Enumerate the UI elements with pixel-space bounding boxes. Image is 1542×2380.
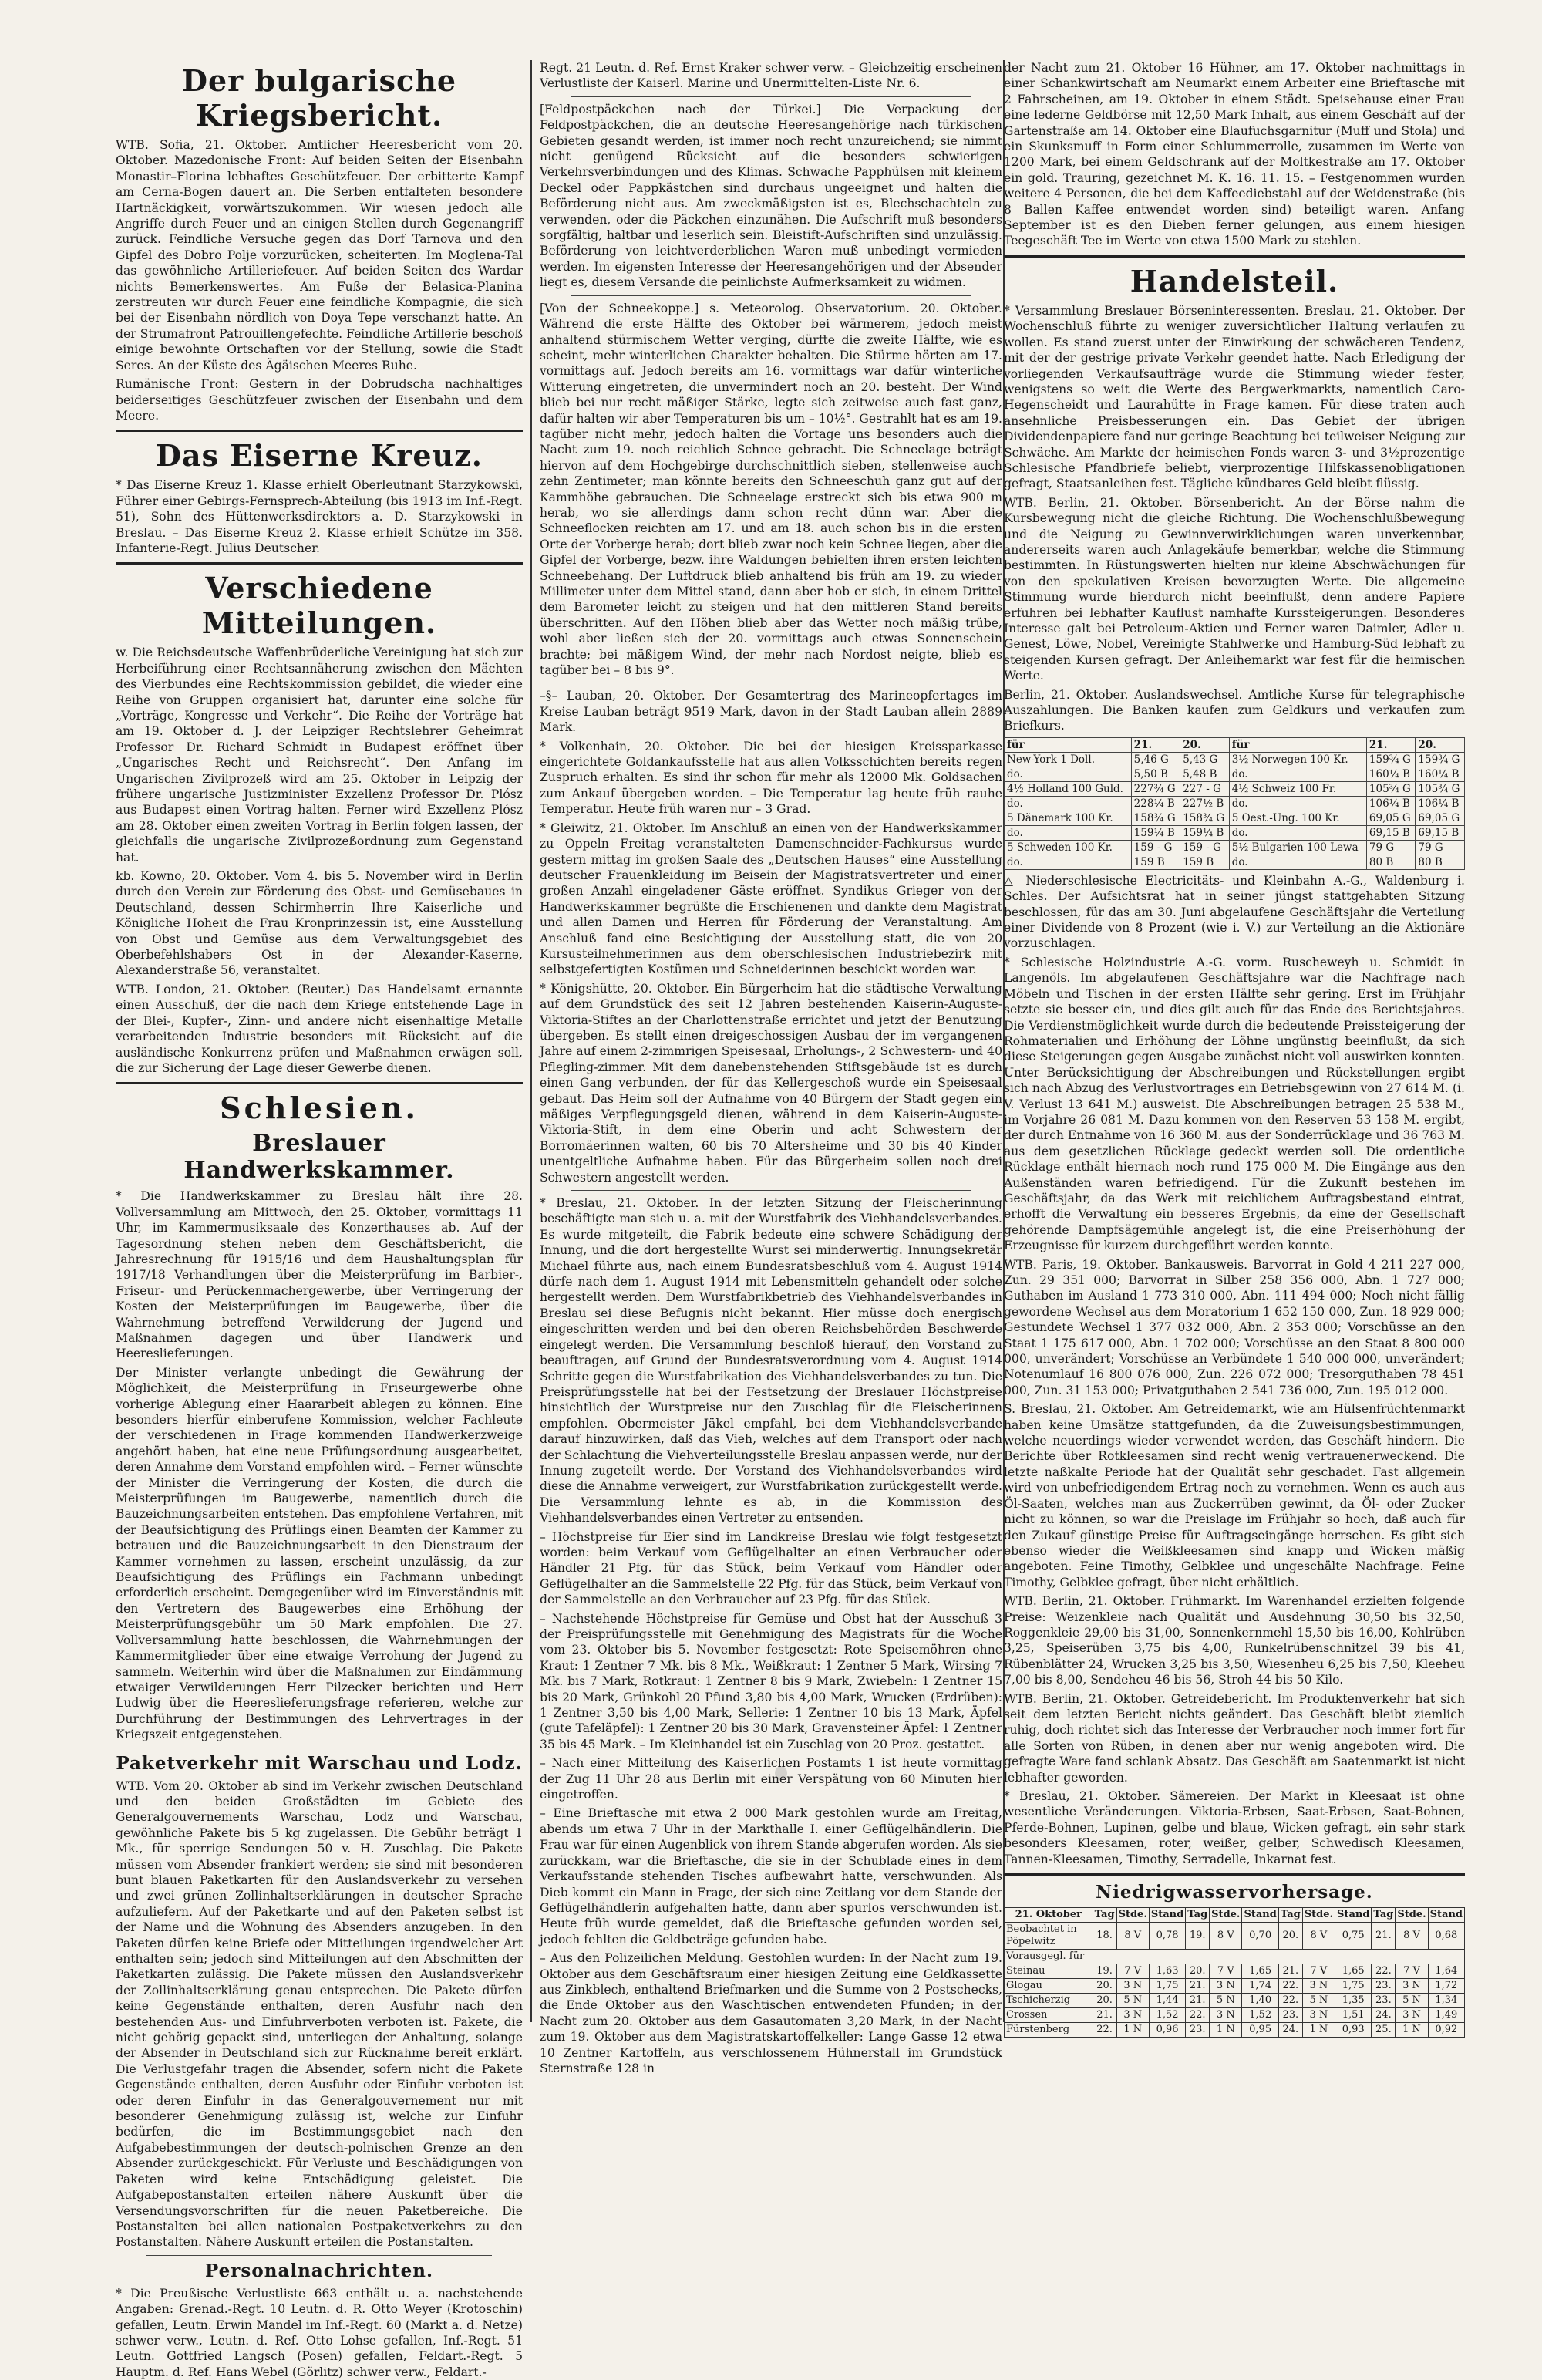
table-cell: 5,46 G xyxy=(1131,752,1180,767)
article-paragraph: – Aus den Polizeilichen Meldung. Gestohlen wurden: In der Nacht zum 19. Oktober aus dem Geschäftsraum einer hiesigen Zeitung eine Geldkassette aus Zinkblech, enthaltend Briefmarken und die Summe von 2 Postschecks, die Ende Oktober aus den Waschtischen entwendeten Pfunden; in der Nacht zum 20. Oktober aus dem Gasautomaten 3,20 Mark, in der Nacht zum 19. Oktober aus dem Magistratskartoffelkeller: Lange Gasse 12 etwa 10 Zentner Kartoffeln, aus verschlossenem Hühnerstall im Grundstück Sternstraße 128 in xyxy=(540,1951,1002,2075)
table-cell: 22. xyxy=(1278,1994,1302,2008)
article-paragraph: – Nach einer Mitteilung des Kaiserlichen Postamts 1 ist heute vormittag der Zug 11 Uhr 28 aus Berlin mit einer Verspätung von 60 Minuten hier eingetroffen. xyxy=(540,1756,1002,1802)
table-cell: 159 - G xyxy=(1131,840,1180,855)
table-row xyxy=(1005,1923,1465,1950)
table-header-cell: Tag xyxy=(1093,1908,1116,1923)
table-cell: Beobachtet in Pöpelwitz xyxy=(1005,1923,1093,1950)
table-row xyxy=(1005,2008,1465,2023)
table-cell: 22. xyxy=(1372,1964,1396,1979)
table-header-cell: 21. xyxy=(1366,737,1416,752)
table-cell: 1,44 xyxy=(1149,1994,1185,2008)
article-paragraph: WTB. Berlin, 21. Oktober. Frühmarkt. Im Warenhandel erzielten folgende Preise: Weizenkleie nach Qualität und Ausdehnung 30,50 bis 32,50, Roggenkleie 29,00 bis 31,00, Sonnenkernmehl 15,50 bis 16,00, Kohlrüben 3,25, Speiserüben 3,75 bis 4,00, Runkelrübenschnitzel 39 bis 41, Rübenblätter 24, Wrucken 3,25 bis 3,50, Wiesenheu 6,25 bis 7,50, Kleeheu 7,00 bis 8,00, Sendeheu 46 bis 56, Stroh 44 bis 50 Kilo. xyxy=(1004,1594,1465,1687)
table-cell: 1,64 xyxy=(1428,1964,1464,1979)
table-cell: 5 N xyxy=(1302,1994,1335,2008)
table-header-row xyxy=(1005,737,1465,752)
table-cell: 5 N xyxy=(1210,1994,1242,2008)
table-header-cell: Stand xyxy=(1149,1908,1185,1923)
table-cell: 79 G xyxy=(1416,840,1465,855)
article-paragraph: * Breslau, 21. Oktober. In der letzten Sitzung der Fleischerinnung beschäftigte man sich u. a. mit der Wurstfabrik des Viehhandelsverbandes. Es wurde mitgeteilt, die Fabrik bedeute eine schwere Schädigung der Innung, und die dort hergestellte Wurst sei minderwertig. Innungsekretär Michael führte aus, nach einem Bundesratsbeschluß vom 4. August 1914 dürfe nach dem 1. August 1914 mit Lebensmitteln gehandelt oder solche hergestellt werden. Dem Wurstfabrikbetrieb des Viehhandelsverbandes in Breslau sei diese Befugnis nicht bekannt. Hier müsse doch energisch eingeschritten werden und bei den oberen Reichsbehörden Beschwerde eingelegt werden. Die Versammlung beschloß hierauf, den Vorstand zu beauftragen, auf Grund der Bundesratsverordnung vom 4. August 1914 Schritte gegen die Wurstfabrikation des Viehhandelsverbandes zu tun. Die Preisprüfungsstelle hat bei der Festsetzung der Breslauer Höchstpreise hinsichtlich der Wurstpreise nur den Zuschlag für die Fleischerinnen empfohlen. Obermeister Jäkel empfahl, bei dem Viehhandelsverbande darauf hinzuwirken, daß das Vieh, welches auf dem Transport oder nach der Schlachtung die Viehverteilungsstelle Breslau anpassen werde, nur der Innung zugeteilt werde. Der Vorstand des Viehhandelsverbandes wird diese die Annahme verweigert, zur Wurstfabrikation zurückgestellt werde. Die Versammlung lehnte es ab, in die Kommission des Viehhandelsverbandes einen Vertreter zu entsenden. xyxy=(540,1196,1002,1525)
table-cell: 1,75 xyxy=(1335,1979,1372,1994)
article-paragraph: Regt. 21 Leutn. d. Ref. Ernst Kraker schwer verw. – Gleichzeitig erscheinen Verlustliste der Kaiserl. Marine und Unermittelten-Liste Nr. 6. xyxy=(540,61,1002,91)
article-paragraph: der Nacht zum 21. Oktober 16 Hühner, am 17. Oktober nachmittags in einer Schankwirtschaft am Neumarkt einem Arbeiter eine Brieftasche mit 2 Fahrscheinen, am 19. Oktober in einem Städt. Speisehause einer Frau eine lederne Geldbörse mit 12,50 Mark Inhalt, aus einem Geschäft auf der Gartenstraße am 14. Oktober eine Blaufuchsgarnitur (Muff und Stola) und ein Skunksmuff in Form einer Schlummerrolle, zusammen im Werte von 1200 Mark, bei einem Geldschrank auf der Moltkestraße am 17. Oktober ein gold. Trauring, gezeichnet M. K. 16. 11. 15. – Festgenommen wurden weitere 4 Personen, die bei dem Kaffeediebstahl auf der Weidenstraße (bis 8 Ballen Kaffee entwendet worden sind) beteiligt waren. Anfang September ist es den Dieben ferner gelungen, aus einem hiesigen Teegeschäft Tee im Werte von etwa 1500 Mark zu stehlen. xyxy=(1004,61,1465,248)
table-cell: 69,15 B xyxy=(1366,825,1416,840)
table-header-cell: Stand xyxy=(1428,1908,1464,1923)
table-cell: 1,34 xyxy=(1428,1994,1464,2008)
table-cell: 1,52 xyxy=(1149,2008,1185,2023)
table-cell: Crossen xyxy=(1005,2008,1093,2023)
table-cell: 159 B xyxy=(1131,855,1180,869)
table-row xyxy=(1005,1979,1465,1994)
table-cell: 0,96 xyxy=(1149,2023,1185,2038)
table-cell: do. xyxy=(1005,767,1132,781)
article-paragraph: * Gleiwitz, 21. Oktober. Im Anschluß an einen von der Handwerkskammer zu Oppeln Freitag veranstalteten Damenschneider-Fachkursus wurde gestern mittag im großen Saale des „Deutschen Hauses“ eine Ausstellung deutscher Frauenkleidung im Beisein der Magistratsvertreter und einer großen Anzahl eingeladener Gäste eröffnet. Syndikus Grieger von der Handwerkskammer begrüßte die Erschienenen und dankte dem Magistrat und allen Damen und Herren für Förderung der Veranstaltung. Am Anschluß fand eine Besichtigung der Ausstellung statt, die von 20 Kursusteilnehmerinnen aus dem oberschlesischen Industriebezirk mit selbstgefertigten Kostümen und Schneiderinnen beschickt worden war. xyxy=(540,821,1002,977)
article-paragraph: * Das Eiserne Kreuz 1. Klasse erhielt Oberleutnant Starzykowski, Führer einer Gebirgs-Fernsprech-Abteilung (bis 1913 im Inf.-Regt. 51), Sohn des Hüttenwerksdirektors a. D. Starzykowski in Breslau. – Das Eiserne Kreuz 2. Klasse erhielt Schütze im 358. Infanterie-Regt. Julius Deutscher. xyxy=(116,478,523,555)
table-cell: 1,40 xyxy=(1242,1994,1278,2008)
table-cell: 24. xyxy=(1372,2008,1396,2023)
table-cell: 80 B xyxy=(1416,855,1465,869)
short-divider xyxy=(571,295,971,296)
article-paragraph: WTB. Berlin, 21. Oktober. Getreidebericht. Im Produktenverkehr hat sich seit dem letzten Bericht nichts geändert. Das Geschäft bleibt ziemlich ruhig, doch richtet sich das Interesse der Verbraucher noch immer fort für alle Sorten von Rüben, in denen aber nur wenig angeboten wird. Die gefragte Ware fand schlank Absatz. Das Geschäft am Saatenmarkt ist nicht lebhafter geworden. xyxy=(1004,1691,1465,1785)
table-cell: 159¼ B xyxy=(1131,825,1180,840)
table-cell: 25. xyxy=(1372,2023,1396,2038)
table-cell: 23. xyxy=(1186,2023,1210,2038)
table-cell: 3 N xyxy=(1396,2008,1428,2023)
article-paragraph: [Von der Schneekoppe.] s. Meteorolog. Observatorium. 20. Oktober. Während die erste Hälfte des Oktober bei wärmerem, jedoch meist anhaltend stürmischem Wetter verging, dürfte die zweite Hälfte, wie es scheint, mehr winterlichen Charakter behalten. Die Stürme hörten am 17. vormittags auf. Jedoch bereits am 16. vormittags war dafür winterliche Witterung eingetreten, die unvermindert noch an 20. besteht. Der Wind blieb bei nur recht mäßiger Stärke, legte sich zeitweise auch fast ganz, dafür halten wir aber Temperaturen bis um – 10½°. Gestrahlt hat es am 19. tagüber nicht mehr, jedoch halten die Vortage uns besonders auch die Nacht zum 19. noch reichlich Schnee gebracht. Die Schneelage beträgt hiervon auf dem Hochgebirge durchschnittlich sieben, stellenweise auch zehn Zentimeter; man könnte bereits den Schneeschuh ganz gut auf der Kammhöhe gebrauchen. Die Schneelage erstreckt sich bis etwa 900 m herab, wo sie allerdings dann schon recht dünn war. Aber die Schneeflocken reichten am 17. und am 18. auch schon bis in die ersten Orte der Vorberge herab; dort blieb zwar noch kein Schnee liegen, aber die Gipfel der Vorberge, bezw. ihre Waldungen behielten ihren ersten leichten Schneebehang. Der Luftdruck blieb anhaltend bis früh am 19. zu wieder Millimeter unter dem Mittel stand, dann aber hob er sich, in einem Drittel dem Barometer leicht zu steigen und hat den mittleren Stand bereits überschritten. Auf den Höhen blieb aber das Wetter noch mäßig trübe, wohl aber ließen sich der 20. vormittags auch etwas Sonnenschein brachte; bei mäßigem Wind, der mehr nach Nordost neigte, blieb es tagüber bei – 8 bis 9°. xyxy=(540,301,1002,678)
table-cell: 5,43 G xyxy=(1180,752,1230,767)
table-cell: 227¾ G xyxy=(1131,781,1180,796)
table-cell: 8 V xyxy=(1396,1923,1428,1950)
table-cell: 3 N xyxy=(1396,1979,1428,1994)
column-1 xyxy=(116,60,523,2379)
table-cell: 18. xyxy=(1093,1923,1116,1950)
table-row xyxy=(1005,781,1465,796)
section-divider xyxy=(116,430,523,432)
table-row xyxy=(1005,840,1465,855)
table-header-cell: Tag xyxy=(1372,1908,1396,1923)
table-cell: 3 N xyxy=(1116,1979,1149,1994)
table-cell: do. xyxy=(1229,825,1366,840)
table-cell: 227 - G xyxy=(1180,781,1230,796)
exchange-rate-table xyxy=(1004,737,1465,870)
table-cell: 20. xyxy=(1186,1964,1210,1979)
table-cell: Glogau xyxy=(1005,1979,1093,1994)
table-cell: Steinau xyxy=(1005,1964,1093,1979)
article-paragraph: * Versammlung Breslauer Börseninteressenten. Breslau, 21. Oktober. Der Wochenschluß führte zu weniger zuversichtlicher Haltung verlaufen zu wollen. Es stand zuerst unter der Einwirkung der schwächeren Tendenz, mit der der gestrige private Verkehr geendet hatte. Nach Erledigung der vorliegenden Verkaufsaufträge wurde die Stimmung wieder fester, wenigstens so weit die Werte des Bergwerkmarkts, namentlich Caro-Hegenscheidt und Laurahütte in Frage kamen. Für diese traten auch ansehnliche Preisbesserungen ein. Das Gebiet der übrigen Dividendenpapiere fand nur geringe Beachtung bei teilweiser Neigung zur Schwäche. Am Markte der heimischen Fonds waren 3- und 3½prozentige Schlesische Pfandbriefe beliebt, vierprozentige Hilfskassenobligationen gefragt, Staatsanleihen fest. Tägliche kündbares Geld bleibt flüssig. xyxy=(1004,303,1465,491)
table-cell: 80 B xyxy=(1366,855,1416,869)
article-paragraph: – Höchstpreise für Eier sind im Landkreise Breslau wie folgt festgesetzt worden: beim Verkauf vom Geflügelhalter an einen Verbraucher oder Händler 21 Pfg. für das Stück, beim Verkauf vom Händler oder Geflügelhalter an die Sammelstelle 22 Pfg. für das Stück, beim Verkauf von der Sammelstelle an den Verbraucher auf 23 Pfg. für das Stück. xyxy=(540,1529,1002,1607)
table-cell: 5 N xyxy=(1396,1994,1428,2008)
table-cell: 160¼ B xyxy=(1416,767,1465,781)
table-cell: 158¾ G xyxy=(1131,811,1180,825)
table-row xyxy=(1005,767,1465,781)
table-cell: 106¼ B xyxy=(1416,796,1465,811)
article-paragraph: – Nachstehende Höchstpreise für Gemüse und Obst hat der Ausschuß 3 der Preisprüfungsstelle mit Genehmigung des Magistrats für die Woche vom 23. Oktober bis 5. November festgesetzt: Rote Speisemöhren ohne Kraut: 1 Zentner 7 Mk. bis 8 Mk., Weißkraut: 1 Zentner 5 Mark, Wirsing 7 Mk. bis 7 Mark, Rotkraut: 1 Zentner 8 bis 9 Mark, Zwiebeln: 1 Zentner 15 bis 20 Mark, Grünkohl 20 Pfund 3,80 bis 4,00 Mark, Wrucken (Erdrüben): 1 Zentner 3,50 bis 4,00 Mark, Sellerie: 1 Zentner 10 bis 13 Mark, Äpfel (gute Tafeläpfel): 1 Zentner 20 bis 30 Mark, Gravensteiner Äpfel: 1 Zentner 35 bis 45 Mark. – Im Kleinhandel ist ein Zuschlag von 20 Proz. gestattet. xyxy=(540,1611,1003,1751)
article-paragraph: * Die Handwerkskammer zu Breslau hält ihre 28. Vollversammlung am Mittwoch, den 25. Oktober, vormittags 11 Uhr, im Kammermusiksaale des Konzerthauses ab. Auf der Tagesordnung stehen neben dem Geschäftsbericht, die Jahresrechnung für 1915/16 und dem Haushaltungsplan für 1917/18 Verhandlungen über die Meisterprüfung im Barbier-, Friseur- und Perückenmachergewerbe, über Verringerung der Kosten der Meisterprüfungen im Baugewerbe, über die Wahrnehmung betreffend Verwilderung der Jugend und Maßnahmen dagegen und über Handwerk und Heereslieferungen. xyxy=(116,1189,523,1361)
table-cell: 1,74 xyxy=(1242,1979,1278,1994)
table-cell: 19. xyxy=(1093,1964,1116,1979)
article-paragraph: Rumänische Front: Gestern in der Dobrudscha nachhaltiges beiderseitiges Geschützfeuer zwischen der Eisenbahn und dem Meere. xyxy=(116,377,523,423)
table-header-cell: 20. xyxy=(1416,737,1465,752)
article-paragraph: △ Niederschlesische Electricitäts- und Kleinbahn A.-G., Waldenburg i. Schles. Der Aufsichtsrat hat in seiner jüngst stattgehabten Sitzung beschlossen, für das am 30. Juni abgelaufene Geschäftsjahr die Verteilung einer Dividende von 8 Prozent (wie i. V.) zur Verteilung an die Aktionäre vorzuschlagen. xyxy=(1004,873,1465,951)
table-cell: 227½ B xyxy=(1180,796,1230,811)
article-paragraph: * Breslau, 21. Oktober. Sämereien. Der Markt in Kleesaat ist ohne wesentliche Veränderungen. Viktoria-Erbsen, Saat-Erbsen, Saat-Bohnen, Pferde-Bohnen, Lupinen, gelbe und blaue, Wicken gefragt, ein sehr stark besonders Kleesamen, roter, weißer, gelber, Schwedisch Kleesamen, Tannen-Kleesamen, Timothy, Serradelle, Inkarnat fest. xyxy=(1004,1789,1465,1866)
table-header-cell: Stand xyxy=(1335,1908,1372,1923)
table-cell: 69,15 B xyxy=(1416,825,1465,840)
section-divider xyxy=(116,562,523,565)
table-cell: 4½ Schweiz 100 Fr. xyxy=(1229,781,1366,796)
headline-low-water: Niedrigwasservorhersage. xyxy=(1096,1882,1373,1903)
table-cell: 1 N xyxy=(1396,2023,1428,2038)
article-paragraph: * Volkenhain, 20. Oktober. Die bei der hiesigen Kreissparkasse eingerichtete Goldankaufsstelle hat aus allen Volksschichten bereits regen Zuspruch erhalten. Es sind ihr schon für mehr als 12000 Mk. Goldsachen zum Ankauf übergeben worden. – Die Temperatur lag heute früh rauhe Temperatur. Heute früh waren nur – 3 Grad. xyxy=(540,739,1002,817)
headline-misc-news: Verschiedene Mitteilungen. xyxy=(201,571,437,641)
table-cell: 21. xyxy=(1093,2008,1116,2023)
table-cell: 160¼ B xyxy=(1366,767,1416,781)
section-divider xyxy=(116,1082,523,1084)
table-row xyxy=(1005,811,1465,825)
table-header-row xyxy=(1005,1908,1465,1923)
table-cell: 7 V xyxy=(1396,1964,1428,1979)
table-cell: 8 V xyxy=(1302,1923,1335,1950)
table-cell: 5 Oest.-Ung. 100 Kr. xyxy=(1229,811,1366,825)
table-cell: 228¼ B xyxy=(1131,796,1180,811)
table-cell: 0,78 xyxy=(1149,1923,1185,1950)
table-cell: 20. xyxy=(1093,1994,1116,2008)
water-level-table xyxy=(1004,1907,1465,2038)
table-cell: 21. xyxy=(1372,1923,1396,1950)
table-cell: 0,68 xyxy=(1428,1923,1464,1950)
table-cell: 1,75 xyxy=(1149,1979,1185,1994)
table-header-cell: Stand xyxy=(1242,1908,1278,1923)
table-cell: 20. xyxy=(1093,1979,1116,1994)
article-paragraph: WTB. Paris, 19. Oktober. Bankausweis. Barvorrat in Gold 4 211 227 000, Zun. 29 351 000; Barvorrat in Silber 258 356 000, Abn. 1 727 000; Guthaben im Ausland 1 773 310 000, Abn. 111 494 000; Noch nicht fällig gewordene Wechsel aus dem Moratorium 1 652 150 000, Zun. 18 929 000; Gestundete Wechsel 1 377 032 000, Abn. 2 353 000; Vorschüsse an den Staat 1 175 617 000, Abn. 1 702 000; Vorschüsse an den Staat 8 800 000 000, unverändert; Vorschüsse an Verbündete 1 540 000 000, unverändert; Notenumlauf 16 800 076 000, Zun. 226 072 000; Tresorguthaben 78 451 000, Zun. 31 153 000; Privatguthaben 2 541 736 000, Zun. 195 012 000. xyxy=(1004,1257,1465,1397)
article-paragraph: –§– Lauban, 20. Oktober. Der Gesamtertrag des Marineopfertages im Kreise Lauban beträgt 9519 Mark, davon in der Stadt Lauban allein 2889 Mark. xyxy=(540,689,1002,735)
article-paragraph: [Feldpostpäckchen nach der Türkei.] Die Verpackung der Feldpostpäckchen, die an deutsche Heeresangehörige nach türkischen Gebieten gesandt werden, ist immer noch recht unzureichend; sie nimmt nicht genügend Rücksicht auf die besonders schwierigen Verkehrsverbindungen und des Klimas. Schwache Papphülsen mit kleinem Deckel oder Pappkästchen sind durchaus ungeeignet und halten die Beförderung nicht aus. Am zweckmäßigsten ist es, Blechschachteln zu verwenden, oder die Päckchen einzunähen. Die Aufschrift muß besonders sorgfältig, haltbar und leserlich sein. Bleistift-Aufschriften sind unzulässig. Beförderung von leichtverderblichen Waren muß unbedingt vermieden werden. Im eigensten Interesse der Heeresangehörigen und der Absender liegt es, diesem Versande die peinlichste Aufmerksamkeit zu widmen. xyxy=(540,102,1002,290)
short-divider xyxy=(146,2255,492,2256)
table-cell: 1,49 xyxy=(1428,2008,1464,2023)
table-row xyxy=(1005,2023,1465,2038)
table-cell: 22. xyxy=(1186,2008,1210,2023)
table-cell: 3 N xyxy=(1302,1979,1335,1994)
table-cell: 22. xyxy=(1093,2023,1116,2038)
column-rule xyxy=(530,60,532,2022)
table-header-cell: Stde. xyxy=(1116,1908,1149,1923)
table-cell: 0,75 xyxy=(1335,1923,1372,1950)
table-cell: do. xyxy=(1229,855,1366,869)
table-cell: 0,93 xyxy=(1335,2023,1372,2038)
article-paragraph: WTB. Berlin, 21. Oktober. Börsenbericht. An der Börse nahm die Kursbewegung nicht die gleiche Richtung. Die Wochenschlußbewegung und die Neigung zu Gewinnverwirklichungen waren unverkennbar, andererseits waren auch Anlagekäufe bemerkbar, welche die Stimmung bestimmten. In Rüstungswerten hielten nur kleine Abschwächungen für von den spekulativen Kreisen bevorzugten Werte. Die allgemeine Stimmung wurde hierdurch nicht beeinflußt, denn andere Papiere erfuhren bei lebhafter Kauflust namhafte Kurssteigerungen. Besonderes Interesse galt bei Petroleum-Aktien und Ferner waren Daimler, Adler u. Genest, Löwe, Nobel, Vereinigte Stahlwerke und Hamburg-Süd lebhaft zu steigenden Kursen gefragt. Der Anleihemarkt war fest für die heimischen Werte. xyxy=(1004,495,1465,683)
table-cell: 5,48 B xyxy=(1180,767,1230,781)
table-cell: 69,05 G xyxy=(1416,811,1465,825)
table-cell: do. xyxy=(1229,767,1366,781)
column-3 xyxy=(1004,60,1465,2036)
table-header-cell: Stde. xyxy=(1302,1908,1335,1923)
table-cell: 159 B xyxy=(1180,855,1230,869)
table-header-cell: für xyxy=(1229,737,1366,752)
table-cell: 23. xyxy=(1372,1979,1396,1994)
table-cell: 23. xyxy=(1278,2008,1302,2023)
table-header-cell: Stde. xyxy=(1396,1908,1428,1923)
headline-commerce: Handelsteil. xyxy=(1130,263,1339,298)
table-cell: 3 N xyxy=(1210,1979,1242,1994)
table-cell: 8 V xyxy=(1116,1923,1149,1950)
table-cell: Fürstenberg xyxy=(1005,2023,1093,2038)
table-cell: do. xyxy=(1005,796,1132,811)
headline-bulgarian-report: Der bulgarische Kriegsbericht. xyxy=(182,63,456,133)
headline-silesia: Schlesien. xyxy=(220,1091,419,1126)
table-cell: 5 Dänemark 100 Kr. xyxy=(1005,811,1132,825)
article-paragraph: WTB. London, 21. Oktober. (Reuter.) Das Handelsamt ernannte einen Ausschuß, der die nach dem Kriege entstehende Lage in der Blei-, Kupfer-, Zinn- und andere nicht eisenhaltige Metalle verarbeitenden Industrie besonders mit Rücksicht auf die ausländische Konkurrenz prüfen und Maßnahmen erwägen soll, die zur Sicherung der Lage dieser Gewerbe dienen. xyxy=(116,982,523,1075)
table-cell: do. xyxy=(1005,855,1132,869)
table-header-cell: 21. Oktober xyxy=(1005,1908,1093,1923)
article-paragraph: kb. Kowno, 20. Oktober. Vom 4. bis 5. November wird in Berlin durch den Verein zur Förderung des Obst- und Gemüsebaues in Deutschland, dessen Schirmherrin Ihre Kaiserliche und Königliche Hoheit die Frau Kronprinzessin ist, eine Ausstellung von Obst und Gemüse aus dem Verwaltungsgebiet des Oberbefehlshabers Ost in der Alexander-Kaserne, Alexanderstraße 56, veranstaltet. xyxy=(116,869,523,978)
table-cell: 20. xyxy=(1278,1923,1302,1950)
fx-intro: Berlin, 21. Oktober. Auslandswechsel. Amtliche Kurse für telegraphische Auszahlungen. Die Banken kaufen zum Geldkurs und verkaufen zum Briefkurs. xyxy=(1004,687,1465,733)
table-cell: 79 G xyxy=(1366,840,1416,855)
table-cell: Vorausgegl. für xyxy=(1005,1950,1465,1964)
table-cell: 1 N xyxy=(1116,2023,1149,2038)
table-cell: 1 N xyxy=(1302,2023,1335,2038)
table-cell: 19. xyxy=(1186,1923,1210,1950)
table-cell: 0,92 xyxy=(1428,2023,1464,2038)
table-header-cell: für xyxy=(1005,737,1132,752)
table-cell: 1,65 xyxy=(1335,1964,1372,1979)
table-cell: 1,35 xyxy=(1335,1994,1372,2008)
table-cell: 159 - G xyxy=(1180,840,1230,855)
table-cell: do. xyxy=(1229,796,1366,811)
table-cell: 0,70 xyxy=(1242,1923,1278,1950)
table-cell: 23. xyxy=(1372,1994,1396,2008)
table-cell: 0,95 xyxy=(1242,2023,1278,2038)
table-row xyxy=(1005,855,1465,869)
table-cell: 5 Schweden 100 Kr. xyxy=(1005,840,1132,855)
table-cell: Tschicherzig xyxy=(1005,1994,1093,2008)
table-cell: 1 N xyxy=(1210,2023,1242,2038)
table-cell: New-York 1 Doll. xyxy=(1005,752,1132,767)
table-cell: 159¼ B xyxy=(1180,825,1230,840)
table-cell: 5,50 B xyxy=(1131,767,1180,781)
headline-parcel-traffic: Paketverkehr mit Warschau und Lodz. xyxy=(116,1752,523,1774)
table-cell: 1,65 xyxy=(1242,1964,1278,1979)
article-paragraph: S. Breslau, 21. Oktober. Am Getreidemarkt, wie am Hülsenfrüchtenmarkt haben keine Umsätze stattgefunden, da die Zuweisungsbestimmungen, welche neuerdings wieder verwendet werden, das Geschäft hindern. Die Berichte über Rotkleesamen sind recht wenig vertrauenerweckend. Die letzte naßkalte Periode hat der Qualität sehr geschadet. Fast allgemein wird von unbefriedigendem Ertrag noch zu vernehmen. Wenn es auch aus Öl-Saaten, welches man aus Zuckerrüben gewinnt, da Öl- oder Zucker nicht zu können, so war die Preislage im Frühjahr so hoch, daß auch für den Zukauf günstige Preise für Auftragseingänge herrschen. Es gibt sich ebenso wieder die Weißkleesamen sind knapp und Wicken mäßig angeboten. Feine Timothy, Gelbklee und ungeschälte Nachfrage. Feine Timothy, Gelbklee gefragt, über nicht erhältlich. xyxy=(1004,1402,1465,1589)
article-paragraph: WTB. Sofia, 21. Oktober. Amtlicher Heeresbericht vom 20. Oktober. Mazedonische Front: Auf beiden Seiten der Eisenbahn Monastir–Florina lebhaftes Geschützfeuer. Der erbitterte Kampf am Cerna-Bogen dauert an. Die Serben entfalteten besondere Hartnäckigkeit, vorwärtszukommen. Wir wiesen jedoch alle Angriffe durch Feuer und an einigen Stellen durch Gegenangriff zurück. Feindliche Versuche gegen das Dorf Tarnova und den Gipfel des Dobro Polje vorzurücken, scheiterten. Im Moglena-Tal das gewöhnliche Artilleriefeuer. Auf beiden Seiten des Wardar nichts Bemerkenswertes. Am Fuße der Belasica-Planina zerstreuten wir durch Feuer eine feindliche Kompagnie, die sich bei der Eisenbahn nördlich von Doya Tepe verschanzt hatte. An der Strumafront Patrouillengefechte. Feindliche Artillerie beschoß einige bewohnte Ortschaften vor der Stellung, sowie die Stadt Seres. An der Küste des Ägäischen Meeres Ruhe. xyxy=(116,138,523,373)
table-cell: 22. xyxy=(1278,1979,1302,1994)
table-cell: 21. xyxy=(1186,1994,1210,2008)
table-cell: 105¾ G xyxy=(1416,781,1465,796)
table-cell: 159¾ G xyxy=(1366,752,1416,767)
table-cell: 21. xyxy=(1278,1964,1302,1979)
table-cell: 106¼ B xyxy=(1366,796,1416,811)
table-header-cell: 20. xyxy=(1180,737,1230,752)
section-divider xyxy=(1004,255,1465,258)
table-cell: 105¾ G xyxy=(1366,781,1416,796)
table-header-cell: 21. xyxy=(1131,737,1180,752)
table-cell: 7 V xyxy=(1210,1964,1242,1979)
table-cell: 3 N xyxy=(1302,2008,1335,2023)
table-row xyxy=(1005,796,1465,811)
table-cell: 1,51 xyxy=(1335,2008,1372,2023)
article-paragraph: * Die Preußische Verlustliste 663 enthält u. a. nachstehende Angaben: Grenad.-Regt. 10 Leutn. d. R. Otto Weyer (Krotoschin) gefallen, Leutn. Erwin Mandel im Inf.-Regt. 60 (Markt a. d. Netze) schwer verw., Leutn. d. Ref. Otto Lohse gefallen, Inf.-Regt. 51 Leutn. Gottfried Langsch (Posen) gefallen, Feldart.-Regt. 5 Hauptm. d. Ref. Hans Webel (Görlitz) schwer verw., Feldart.- xyxy=(116,2286,523,2379)
table-row xyxy=(1005,1964,1465,1979)
table-cell: 158¾ G xyxy=(1180,811,1230,825)
table-header-cell: Tag xyxy=(1186,1908,1210,1923)
column-2 xyxy=(540,60,1003,2075)
article-paragraph: * Schlesische Holzindustrie A.-G. vorm. Ruscheweyh u. Schmidt in Langenöls. Im abgelaufenen Geschäftsjahre war die Nachfrage nach Möbeln und Tischen in der ersten Hälfte sehr gering. Erst im Frühjahr setzte sie besser ein, und dies gilt auch für das Ende des Berichtsjahres. Die Verdienstmöglichkeit wurde durch die bedeutende Preissteigerung der Rohmaterialien und Erhöhung der Löhne ungünstig beeinflußt, da sich diese Steigerungen gegen Ausgabe zunächst nicht voll auswirken konnten. Unter Berücksichtigung der Abschreibungen und Rückstellungen ergibt sich nach Abzug des Verlustvortrages ein Betriebsgewinn von 27 614 M. (i. V. Verlust 13 641 M.) ausweist. Die Abschreibungen betragen 25 538 M., im Vorjahre 26 081 M. Dazu kommen von den Reserven 53 158 M. ergibt, der durch Entnahme von 16 360 M. aus der Sonderrücklage und 36 763 M. aus dem gesetzlichen Rücklage gedeckt werden soll. Die ordentliche Rücklage enthält hiernach noch rund 175 000 M. Die Eingänge aus den Außenständen waren befriedigend. Für die Zukunft bestehen im Geschäftsjahr, da das Werk mit reichlichem Auftragsbestand eintrat, erhofft die Verwaltung ein besseres Ergebnis, da eine der Gesellschaft gehörende Dampfsägemühle angelegt ist, die eine Preiserhöhung der Erzeugnisse für kurzem durchgeführt werden konnte. xyxy=(1004,955,1465,1253)
table-header-cell: Stde. xyxy=(1210,1908,1242,1923)
table-cell: do. xyxy=(1005,825,1132,840)
table-row xyxy=(1005,752,1465,767)
article-paragraph: * Königshütte, 20. Oktober. Ein Bürgerheim hat die städtische Verwaltung auf dem Grundstück des seit 12 Jahren bestehenden Kaiserin-Auguste-Viktoria-Stiftes an der Charlottenstraße errichtet und jetzt der Benutzung übergeben. Es stellt einen dreigeschossigen Ausbau der im vergangenen Jahre auf einem 2-zimmrigen Speisesaal, Erholungs-, 2 Schwestern- und 40 Pflegling-zimmer. Mit dem danebenstehenden Stiftsgebäude ist es durch einen Gang verbunden, der für das Kellergeschoß wurde ein Speisesaal gebaut. Das Heim soll der Aufnahme von 40 Bürgern der Stadt gegen ein mäßiges Verpflegungsgeld dienen, während in dem Kaiserin-Auguste-Viktoria-Stift, in dem eine Oberin und acht Schwestern der Borromäerinnen walten, 60 bis 70 Altersheime und 30 bis 40 Kinder unentgeltliche Aufnahme haben. Für das Bürgerheim sollen noch drei Schwestern angestellt werden. xyxy=(540,981,1002,1185)
section-divider xyxy=(1004,1873,1465,1876)
table-cell: 1,63 xyxy=(1149,1964,1185,1979)
table-cell: 5 N xyxy=(1116,1994,1149,2008)
table-row xyxy=(1005,1994,1465,2008)
table-row xyxy=(1005,825,1465,840)
table-cell: 3 N xyxy=(1116,2008,1149,2023)
table-header-cell: Tag xyxy=(1278,1908,1302,1923)
headline-iron-cross: Das Eiserne Kreuz. xyxy=(156,438,483,474)
short-divider xyxy=(571,1190,971,1191)
table-cell: 5½ Bulgarien 100 Lewa xyxy=(1229,840,1366,855)
table-cell: 7 V xyxy=(1302,1964,1335,1979)
short-divider xyxy=(571,96,971,97)
headline-personnel: Personalnachrichten. xyxy=(205,2260,433,2281)
headline-craft-chamber: Breslauer Handwerkskammer. xyxy=(183,1130,455,1185)
article-paragraph: – Eine Brieftasche mit etwa 2 000 Mark gestohlen wurde am Freitag, abends um etwa 7 Uhr in der Markthalle I. einer Geflügelhändlerin. Die Frau war für einen Augenblick von ihrem Stande abgerufen worden. Als sie zurückkam, war die Brieftasche, die sie in der Schublade eines in dem Verkaufsstande stehenden Tisches aufbewahrt hatte, verschwunden. Als Dieb kommt ein Mann in Frage, der sich eine Zeitlang vor dem Stande der Geflügelhändlerin aufgehalten hatte, dann aber spurlos verschwunden ist. Heute früh wurde gemeldet, daß die Brieftasche gefunden worden sei, jedoch fehlten die Geldbeträge gefunden habe. xyxy=(540,1806,1002,1947)
article-paragraph: Der Minister verlangte unbedingt die Gewährung der Möglichkeit, die Meisterprüfung in Friseurgewerbe ohne vorherige Ablegung einer Haararbeit ablegen zu können. Eine besonders hierfür einberufene Kommission, welcher Fachleute der verschiedenen in Frage kommenden Handwerkerzweige angehört haben, hat eine neue Prüfungsordnung ausgearbeitet, deren Annahme dem Vorstand empfohlen wird. – Ferner wünschte der Minister die Verringerung der Kosten, die durch die Meisterprüfungen im Baugewerbe, namentlich durch die Bauzeichnungsarbeiten entstehen. Das empfohlene Verfahren, mit der Beaufsichtigung des Prüflings einen Beamten der Kammer zu betrauen und die Bauzeichnungsarbeit in den Dienstraum der Kammer vornehmen zu lassen, erscheint unzulässig, da zur Beaufsichtigung des Prüflings ein Fachmann unbedingt erforderlich erscheint. Demgegenüber wird im Einverständnis mit den Vertretern des Baugewerbes eine Erhöhung der Meisterprüfungsgebühr um 50 Mark empfohlen. Die 27. Vollversammlung hatte beschlossen, die Wahrnehmungen der Kammermitglieder über eine etwaige Verrohung der Jugend zu sammeln. Weiterhin wird über die Maßnahmen zur Eindämmung etwaiger Verwilderungen Herr Pilzecker berichten und Herr Ludwig über die Heereslieferungsfrage referieren, welche zur Durchführung der Bestimmungen des Lehrvertrages in der Kriegszeit entgegenstehen. xyxy=(116,1365,523,1742)
article-paragraph: WTB. Vom 20. Oktober ab sind im Verkehr zwischen Deutschland und den beiden Großstädten im Gebiete des Generalgouvernements Warschau, Lodz und Warschau, gewöhnliche Pakete bis 5 kg zugelassen. Die Gebühr beträgt 1 Mk., für sperrige Sendungen 50 v. H. Zuschlag. Die Pakete müssen vom Absender frankiert werden; sie sind mit besonderen bunt blauen Paketkarten für den Auslandsverkehr zu versehen und zwei grünen Zollinhaltserklärungen in deutscher Sprache aufzuliefern. Auf der Paketkarte und auf den Paketen selbst ist der Name und die Wohnung des Absenders anzugeben. In den Paketen dürfen keine Briefe oder Mitteilungen irgendwelcher Art enthalten sein; jedoch sind Mitteilungen auf den Abschnitten der Paketkarten zulässig. Die Pakete müssen den Auslandsverkehr der Zollinhaltserklärung genau entsprechen. Die Pakete dürfen keine Gegenstände enthalten, deren Ausfuhr nach den bestehenden Aus- und Einfuhrverboten verboten ist. Pakete, die nicht gehörig gepackt sind, unterliegen der Anhaltung, solange der Absender in Deutschland sich zur Rücknahme bereit erklärt. Die Verlustgefahr tragen die Absender, sofern nicht die Pakete Gegenstände enthalten, deren Ausfuhr oder Einfuhr verboten ist oder deren Einfuhr in das Generalgouvernement nur mit besonderer Genehmigung zulässig ist, welche zur Einfuhr bedürfen, die im Bestimmungsgebiet nach den Aufgabebestimmungen der deutsch-polnischen Grenze an den Absender zurückgeschickt. Für Verluste und Beschädigungen von Paketen wird keine Entschädigung geleistet. Die Aufgabepostanstalten erteilen nähere Auskunft über die Versendungsvorschriften für die neuen Paketbereiche. Die Postanstalten bei allen nationalen Postpaketverkehrs zu den Postanstalten. Nähere Auskunft erteilen die Postanstalten. xyxy=(116,1778,523,2250)
table-cell: 159¾ G xyxy=(1416,752,1465,767)
table-cell: 3½ Norwegen 100 Kr. xyxy=(1229,752,1366,767)
table-cell: 21. xyxy=(1186,1979,1210,1994)
table-cell: 3 N xyxy=(1210,2008,1242,2023)
table-cell: 69,05 G xyxy=(1366,811,1416,825)
table-cell: 1,72 xyxy=(1428,1979,1464,1994)
article-paragraph: w. Die Reichsdeutsche Waffenbrüderliche Vereinigung hat sich zur Herbeiführung einer Rechtsannäherung zwischen den Mächten des Vierbundes eine Rechtskommission gebildet, die wieder eine Reihe von Gruppen organisiert hat, darunter eine solche für „Vorträge, Kongresse und Verkehr“. Die Reihe der Vorträge hat am 19. Oktober d. J. der Leipziger Rechtslehrer Geheimrat Professor Dr. Richard Schmidt in Budapest eröffnet über „Ungarisches Recht und Reichsrecht“. Den Anfang im Ungarischen Zivilprozeß wird am 25. Oktober in Leipzig der frühere ungarische Justizminister Exzellenz Professor Dr. Plósz aus Budapest einen Vortrag halten. Ferner wird Exzellenz Plósz am 28. Oktober einen zweiten Vortrag in Berlin folgen lassen, der gleichfalls die ungarische Zivilprozeßordnung zum Gegenstand hat. xyxy=(116,646,523,865)
table-cell: 4½ Holland 100 Guld. xyxy=(1005,781,1132,796)
table-row xyxy=(1005,1950,1465,1964)
table-cell: 8 V xyxy=(1210,1923,1242,1950)
table-cell: 7 V xyxy=(1116,1964,1149,1979)
table-cell: 1,52 xyxy=(1242,2008,1278,2023)
table-cell: 24. xyxy=(1278,2023,1302,2038)
